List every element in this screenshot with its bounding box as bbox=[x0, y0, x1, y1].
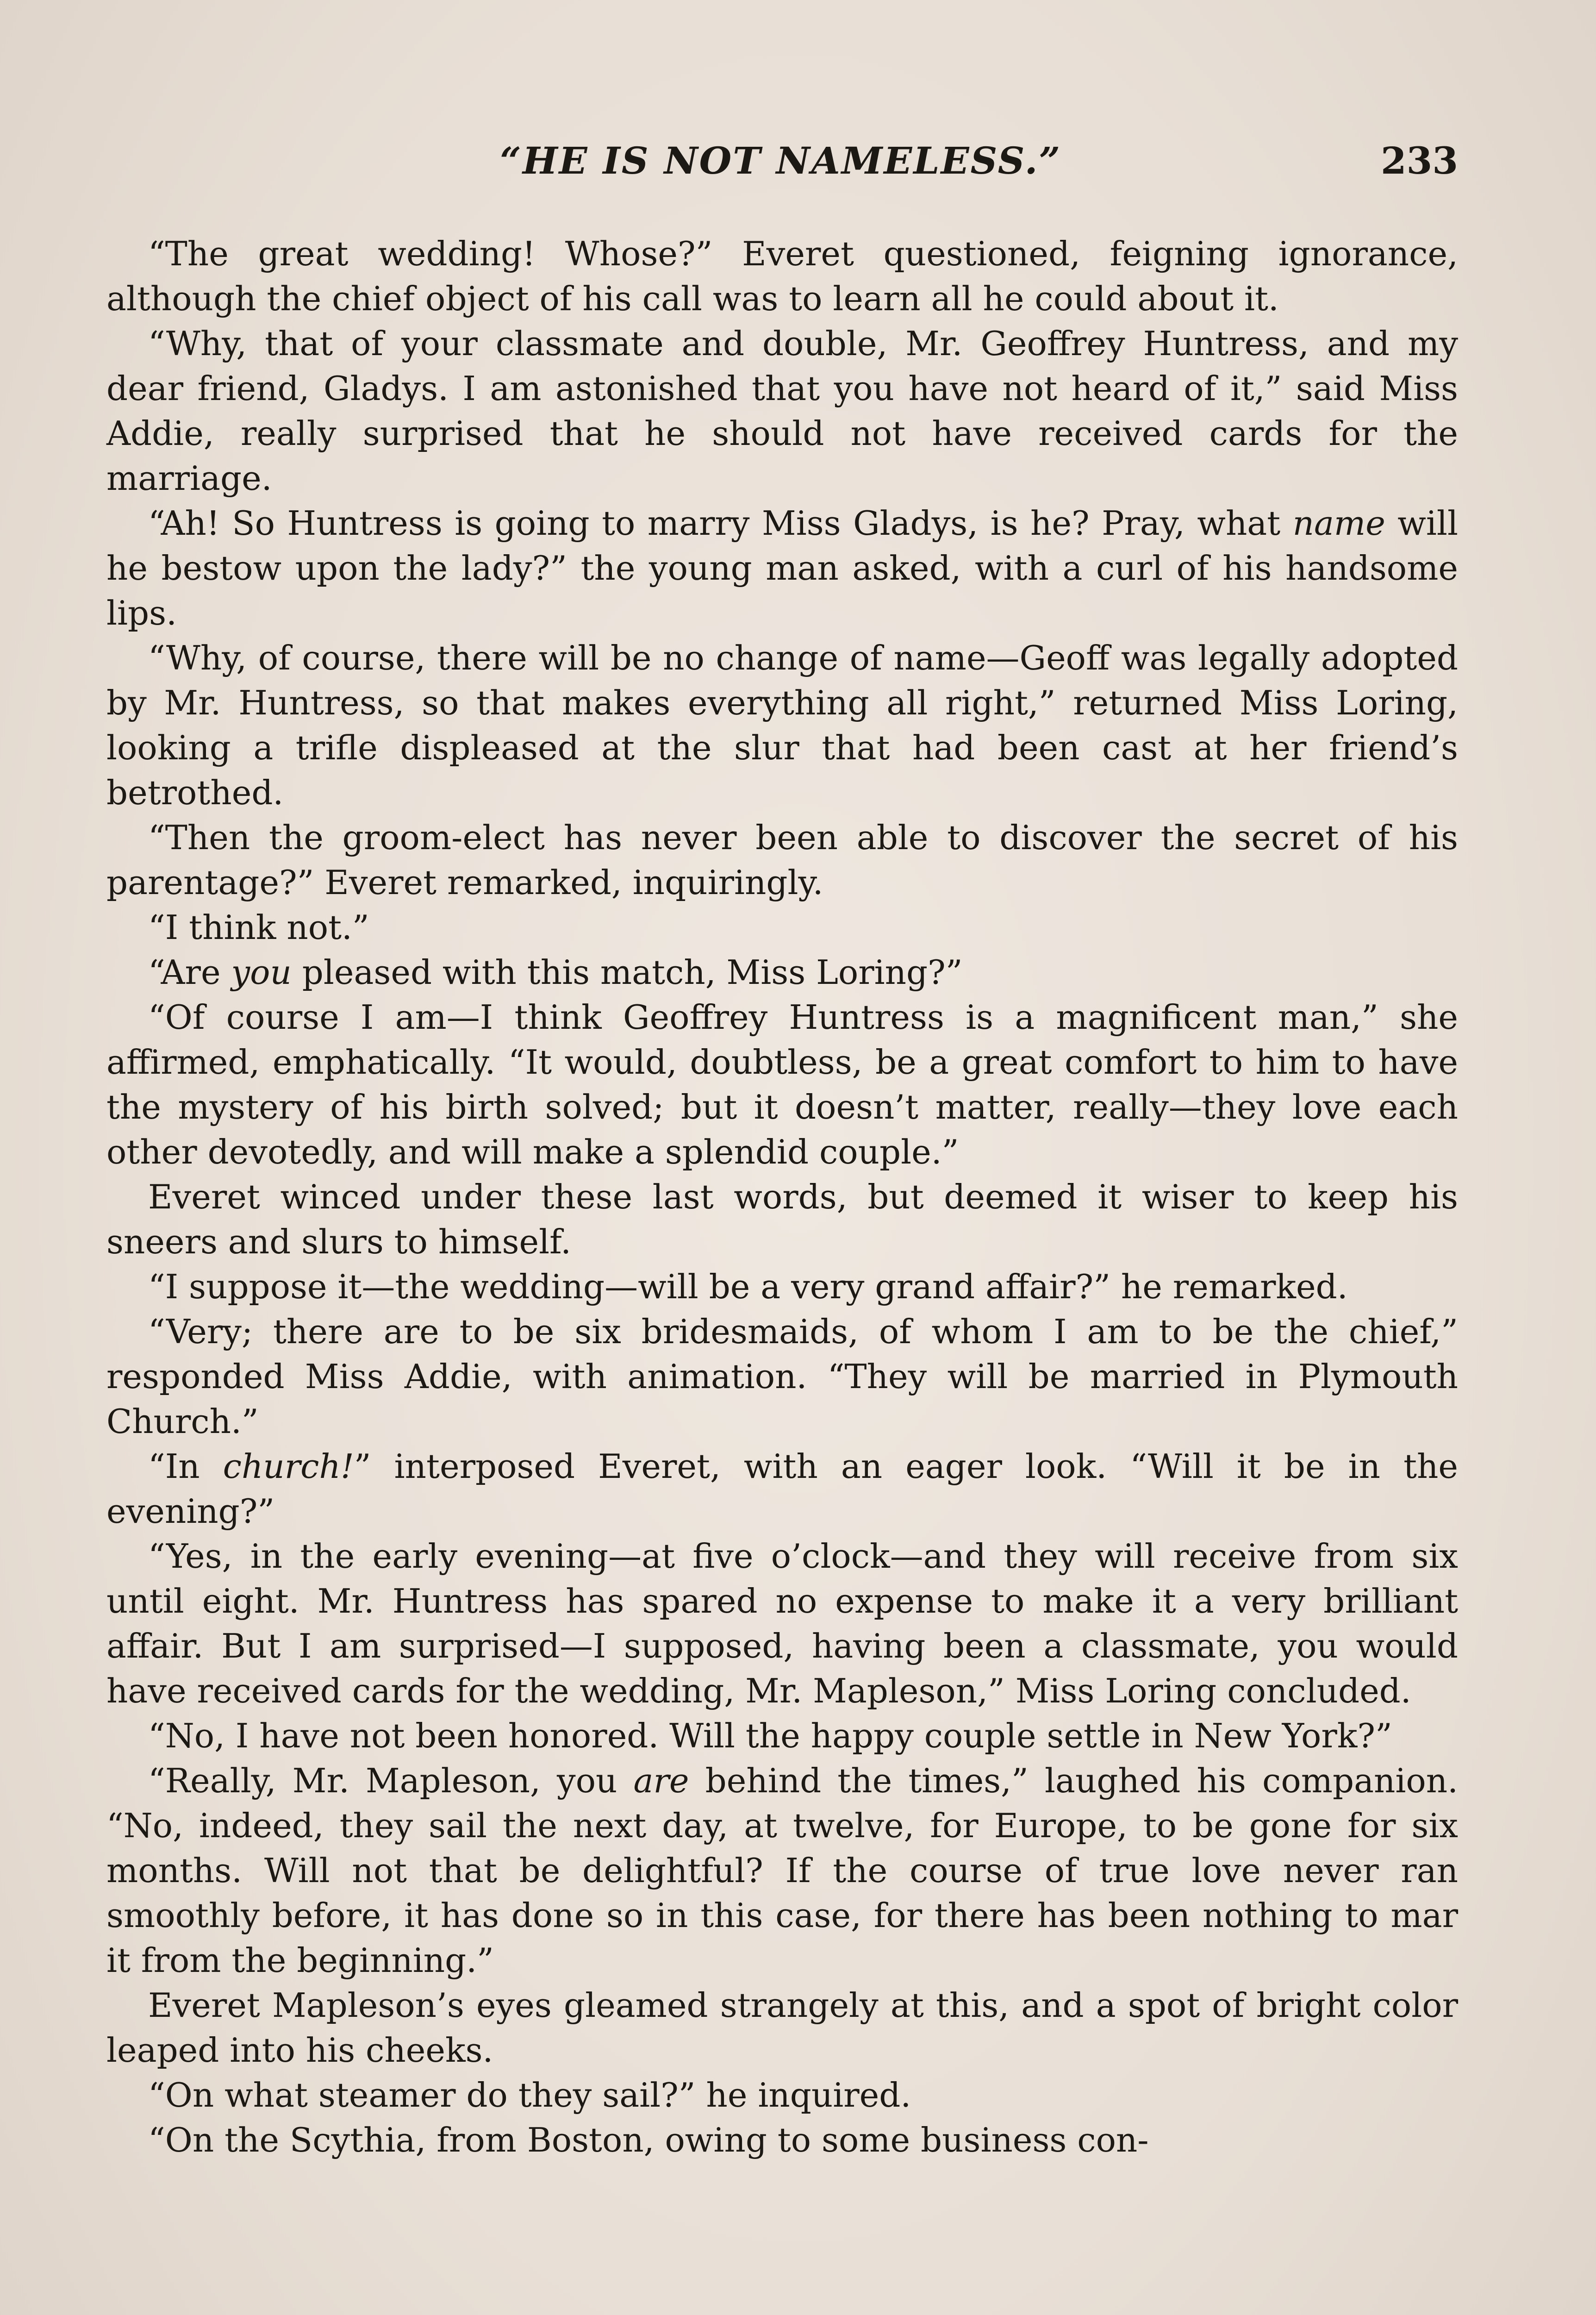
page-header bbox=[106, 139, 1458, 190]
paragraph-text: “On what steamer do they sail?” he inquired. bbox=[148, 2076, 911, 2115]
paragraph bbox=[106, 1175, 1458, 1264]
page-number: 233 bbox=[1381, 139, 1458, 182]
paragraph bbox=[106, 1983, 1458, 2073]
paragraph-text: behind the times,” laughed his companion. “No, indeed, they sail the next day, at twelve, for Europe, to be gone for six months. Will not that be delightful? If the course of true love never ran smoothly before, it has done so in this case, for there has been nothing to mar it from the beginning.” bbox=[106, 1761, 1458, 1980]
paragraph bbox=[106, 1264, 1458, 1309]
paragraph-text: “In bbox=[148, 1447, 223, 1486]
paragraph-text: “Of course I am—I think Geoffrey Huntress is a magnificent man,” she affirmed, emphatically. “It would, doubtless, be a great comfort to him to have the mystery of his birth solved; but it doesn’t matter, really—they love each other devotedly, and will make a splendid couple.” bbox=[106, 998, 1458, 1171]
paragraph-text: “The great wedding! Whose?” Everet questioned, feigning ignorance, although the chief object of his call was to learn all he could about it. bbox=[106, 234, 1458, 318]
paragraph-text: “Then the groom-elect has never been able to discover the secret of his parentage?” Everet remarked, inquiringly. bbox=[106, 818, 1458, 902]
running-head: “HE IS NOT NAMELESS.” bbox=[500, 139, 1062, 182]
paragraph bbox=[106, 636, 1458, 815]
paragraph-text: pleased with this match, Miss Loring?” bbox=[291, 953, 963, 992]
paragraph bbox=[106, 321, 1458, 501]
body-text bbox=[106, 232, 1458, 2163]
paragraph-text: will he bestow upon the lady?” the young man asked, with a curl of his handsome lips. bbox=[106, 504, 1458, 632]
paragraph-text: “I suppose it—the wedding—will be a very grand affair?” he remarked. bbox=[148, 1267, 1348, 1306]
paragraph-text: “Why, of course, there will be no change of name—Geoff was legally adopted by Mr. Huntress, so that makes everything all right,” returned Miss Loring, looking a trifle displeased at the slur that had been cast at her friend’s betrothed. bbox=[106, 638, 1458, 812]
paragraph-text: ” interposed Everet, with an eager look. “Will it be in the evening?” bbox=[106, 1447, 1458, 1531]
paragraph-text: Everet Mapleson’s eyes gleamed strangely at this, and a spot of bright color leaped into his cheeks. bbox=[106, 1986, 1458, 2070]
paragraph bbox=[106, 995, 1458, 1175]
italic-text: are bbox=[633, 1761, 689, 1800]
paragraph bbox=[106, 1758, 1458, 1983]
paragraph-text: “Ah! So Huntress is going to marry Miss Gladys, is he? Pray, what bbox=[148, 504, 1293, 543]
paragraph-text: “No, I have not been honored. Will the happy couple settle in New York?” bbox=[148, 1716, 1392, 1755]
paragraph-text: Everet winced under these last words, but deemed it wiser to keep his sneers and slurs to himself. bbox=[106, 1177, 1458, 1261]
paragraph-text: “Yes, in the early evening—at five o’clock—and they will receive from six until eight. Mr. Huntress has spared no expense to make it a very brilliant affair. But I am surprised—I supposed, having been a classmate, you would have received cards for the wedding, Mr. Mapleson,” Miss Loring concluded. bbox=[106, 1537, 1458, 1710]
paragraph-text: “Why, that of your classmate and double, Mr. Geoffrey Huntress, and my dear friend, Gladys. I am astonished that you have not heard of it,” said Miss Addie, really surprised that he should not have received cards for the marriage. bbox=[106, 324, 1458, 498]
paragraph bbox=[106, 2073, 1458, 2118]
paragraph bbox=[106, 950, 1458, 995]
paragraph bbox=[106, 2118, 1458, 2163]
paragraph bbox=[106, 501, 1458, 636]
italic-text: name bbox=[1292, 504, 1385, 543]
paragraph-text: “I think not.” bbox=[148, 908, 369, 947]
italic-text: church! bbox=[223, 1447, 354, 1486]
paragraph bbox=[106, 1444, 1458, 1534]
paragraph bbox=[106, 1309, 1458, 1444]
paragraph-text: “Are bbox=[148, 953, 231, 992]
paragraph bbox=[106, 905, 1458, 950]
paragraph-text: “Really, Mr. Mapleson, you bbox=[148, 1761, 634, 1800]
paragraph-text: “Very; there are to be six bridesmaids, of whom I am to be the chief,” responded Miss Addie, with animation. “They will be married in Plymouth Church.” bbox=[106, 1312, 1458, 1441]
paragraph bbox=[106, 1534, 1458, 1714]
paragraph-text: “On the Scythia, from Boston, owing to some business con- bbox=[148, 2121, 1149, 2159]
paragraph bbox=[106, 1714, 1458, 1758]
italic-text: you bbox=[231, 953, 292, 992]
paragraph bbox=[106, 232, 1458, 321]
paragraph bbox=[106, 815, 1458, 905]
